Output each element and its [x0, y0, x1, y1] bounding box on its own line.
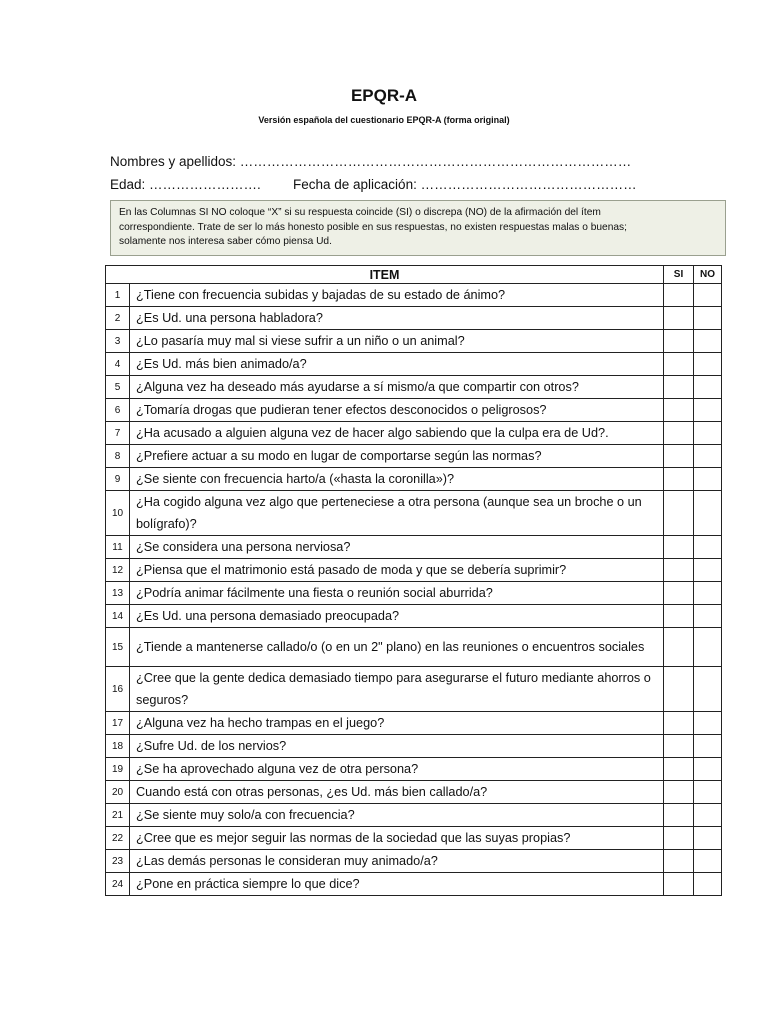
- item-question: ¿Es Ud. una persona demasiado preocupada?: [130, 605, 664, 628]
- item-number: 21: [106, 804, 130, 827]
- no-answer-cell[interactable]: [694, 307, 722, 330]
- no-answer-cell[interactable]: [694, 536, 722, 559]
- table-row: [106, 605, 722, 628]
- table-row: [106, 850, 722, 873]
- item-question: ¿Piensa que el matrimonio está pasado de moda y que se debería suprimir?: [130, 559, 664, 582]
- item-number: 11: [106, 536, 130, 559]
- questionnaire-table: [105, 265, 722, 896]
- no-answer-cell[interactable]: [694, 559, 722, 582]
- table-row: [106, 712, 722, 735]
- item-question: ¿Alguna vez ha hecho trampas en el juego?: [130, 712, 664, 735]
- instructions-line: correspondiente. Trate de ser lo más honesto posible en sus respuestas, no existen respuestas malas o buenas;: [119, 221, 627, 233]
- no-answer-cell[interactable]: [694, 582, 722, 605]
- no-answer-cell[interactable]: [694, 330, 722, 353]
- si-answer-cell[interactable]: [664, 330, 694, 353]
- item-number: 16: [106, 667, 130, 712]
- item-question: ¿Las demás personas le consideran muy animado/a?: [130, 850, 664, 873]
- item-number: 12: [106, 559, 130, 582]
- table-row: [106, 559, 722, 582]
- item-number: 7: [106, 422, 130, 445]
- si-answer-cell[interactable]: [664, 605, 694, 628]
- item-number: 19: [106, 758, 130, 781]
- item-number: 8: [106, 445, 130, 468]
- item-question: ¿Se considera una persona nerviosa?: [130, 536, 664, 559]
- header-item: ITEM: [106, 266, 664, 284]
- table-row: [106, 735, 722, 758]
- no-answer-cell[interactable]: [694, 758, 722, 781]
- table-header-row: [106, 266, 722, 284]
- no-answer-cell[interactable]: [694, 873, 722, 896]
- no-answer-cell[interactable]: [694, 827, 722, 850]
- si-answer-cell[interactable]: [664, 376, 694, 399]
- item-number: 22: [106, 827, 130, 850]
- no-answer-cell[interactable]: [694, 605, 722, 628]
- si-answer-cell[interactable]: [664, 873, 694, 896]
- item-number: 5: [106, 376, 130, 399]
- application-date-field[interactable]: Fecha de aplicación: …………………………………………: [293, 177, 637, 192]
- si-answer-cell[interactable]: [664, 284, 694, 307]
- no-answer-cell[interactable]: [694, 850, 722, 873]
- no-answer-cell[interactable]: [694, 628, 722, 667]
- document-subtitle: Versión española del cuestionario EPQR-A (forma original): [258, 115, 510, 125]
- instructions-line: solamente nos interesa saber cómo piensa Ud.: [119, 236, 332, 247]
- table-row: [106, 491, 722, 536]
- item-question: ¿Lo pasaría muy mal si viese sufrir a un niño o un animal?: [130, 330, 664, 353]
- table-row: [106, 284, 722, 307]
- table-row: [106, 758, 722, 781]
- item-number: 4: [106, 353, 130, 376]
- item-question: ¿Cree que la gente dedica demasiado tiempo para asegurarse el futuro mediante ahorros o seguros?: [130, 667, 664, 712]
- no-answer-cell[interactable]: [694, 781, 722, 804]
- no-answer-cell[interactable]: [694, 445, 722, 468]
- instructions-line: En las Columnas SI NO coloque “X” si su respuesta coincide (SI) o discrepa (NO) de la afirmación del ítem: [119, 207, 601, 218]
- si-answer-cell[interactable]: [664, 353, 694, 376]
- si-answer-cell[interactable]: [664, 758, 694, 781]
- si-answer-cell[interactable]: [664, 559, 694, 582]
- item-question: ¿Podría animar fácilmente una fiesta o reunión social aburrida?: [130, 582, 664, 605]
- name-field[interactable]: Nombres y apellidos: ……………………………………………………………………………: [110, 154, 632, 169]
- no-answer-cell[interactable]: [694, 353, 722, 376]
- item-question: Cuando está con otras personas, ¿es Ud. más bien callado/a?: [130, 781, 664, 804]
- table-row: [106, 422, 722, 445]
- item-question: ¿Tomaría drogas que pudieran tener efectos desconocidos o peligrosos?: [130, 399, 664, 422]
- header-no: NO: [694, 266, 722, 284]
- table-row: [106, 628, 722, 667]
- table-row: [106, 873, 722, 896]
- item-number: 15: [106, 628, 130, 667]
- si-answer-cell[interactable]: [664, 582, 694, 605]
- si-answer-cell[interactable]: [664, 804, 694, 827]
- no-answer-cell[interactable]: [694, 284, 722, 307]
- item-number: 20: [106, 781, 130, 804]
- header-si: SI: [664, 266, 694, 284]
- si-answer-cell[interactable]: [664, 491, 694, 536]
- item-question: ¿Ha cogido alguna vez algo que perteneciese a otra persona (aunque sea un broche o un bolígrafo)?: [130, 491, 664, 536]
- item-number: 1: [106, 284, 130, 307]
- si-answer-cell[interactable]: [664, 628, 694, 667]
- item-question: ¿Prefiere actuar a su modo en lugar de comportarse según las normas?: [130, 445, 664, 468]
- document-title: EPQR-A: [350, 86, 418, 105]
- item-question: ¿Es Ud. una persona habladora?: [130, 307, 664, 330]
- table-row: [106, 330, 722, 353]
- item-number: 2: [106, 307, 130, 330]
- table-row: [106, 667, 722, 712]
- si-answer-cell[interactable]: [664, 667, 694, 712]
- item-number: 6: [106, 399, 130, 422]
- no-answer-cell[interactable]: [694, 491, 722, 536]
- si-answer-cell[interactable]: [664, 307, 694, 330]
- item-number: 10: [106, 491, 130, 536]
- item-number: 9: [106, 468, 130, 491]
- age-field[interactable]: Edad: …………………….: [110, 177, 261, 192]
- item-number: 18: [106, 735, 130, 758]
- item-question: ¿Es Ud. más bien animado/a?: [130, 353, 664, 376]
- table-row: [106, 468, 722, 491]
- item-question: ¿Tiende a mantenerse callado/o (o en un 2" plano) en las reuniones o encuentros sociales: [130, 628, 664, 667]
- no-answer-cell[interactable]: [694, 399, 722, 422]
- si-answer-cell[interactable]: [664, 827, 694, 850]
- si-answer-cell[interactable]: [664, 422, 694, 445]
- si-answer-cell[interactable]: [664, 712, 694, 735]
- item-question: ¿Pone en práctica siempre lo que dice?: [130, 873, 664, 896]
- item-question: ¿Sufre Ud. de los nervios?: [130, 735, 664, 758]
- item-number: 23: [106, 850, 130, 873]
- si-answer-cell[interactable]: [664, 781, 694, 804]
- item-question: ¿Cree que es mejor seguir las normas de la sociedad que las suyas propias?: [130, 827, 664, 850]
- table-row: [106, 536, 722, 559]
- item-question: ¿Alguna vez ha deseado más ayudarse a sí mismo/a que compartir con otros?: [130, 376, 664, 399]
- item-number: 14: [106, 605, 130, 628]
- table-row: [106, 307, 722, 330]
- no-answer-cell[interactable]: [694, 712, 722, 735]
- table-row: [106, 804, 722, 827]
- table-row: [106, 399, 722, 422]
- no-answer-cell[interactable]: [694, 804, 722, 827]
- item-question: ¿Se siente con frecuencia harto/a («hasta la coronilla»)?: [130, 468, 664, 491]
- si-answer-cell[interactable]: [664, 468, 694, 491]
- item-number: 17: [106, 712, 130, 735]
- instructions-box: [110, 200, 726, 256]
- no-answer-cell[interactable]: [694, 376, 722, 399]
- no-answer-cell[interactable]: [694, 468, 722, 491]
- table-row: [106, 353, 722, 376]
- table-row: [106, 781, 722, 804]
- item-question: ¿Se ha aprovechado alguna vez de otra persona?: [130, 758, 664, 781]
- table-row: [106, 376, 722, 399]
- item-number: 24: [106, 873, 130, 896]
- si-answer-cell[interactable]: [664, 735, 694, 758]
- si-answer-cell[interactable]: [664, 536, 694, 559]
- si-answer-cell[interactable]: [664, 399, 694, 422]
- table-row: [106, 582, 722, 605]
- item-question: ¿Se siente muy solo/a con frecuencia?: [130, 804, 664, 827]
- table-row: [106, 827, 722, 850]
- no-answer-cell[interactable]: [694, 422, 722, 445]
- no-answer-cell[interactable]: [694, 735, 722, 758]
- item-number: 13: [106, 582, 130, 605]
- no-answer-cell[interactable]: [694, 667, 722, 712]
- item-question: ¿Tiene con frecuencia subidas y bajadas de su estado de ánimo?: [130, 284, 664, 307]
- si-answer-cell[interactable]: [664, 445, 694, 468]
- item-question: ¿Ha acusado a alguien alguna vez de hacer algo sabiendo que la culpa era de Ud?.: [130, 422, 664, 445]
- si-answer-cell[interactable]: [664, 850, 694, 873]
- item-number: 3: [106, 330, 130, 353]
- table-row: [106, 445, 722, 468]
